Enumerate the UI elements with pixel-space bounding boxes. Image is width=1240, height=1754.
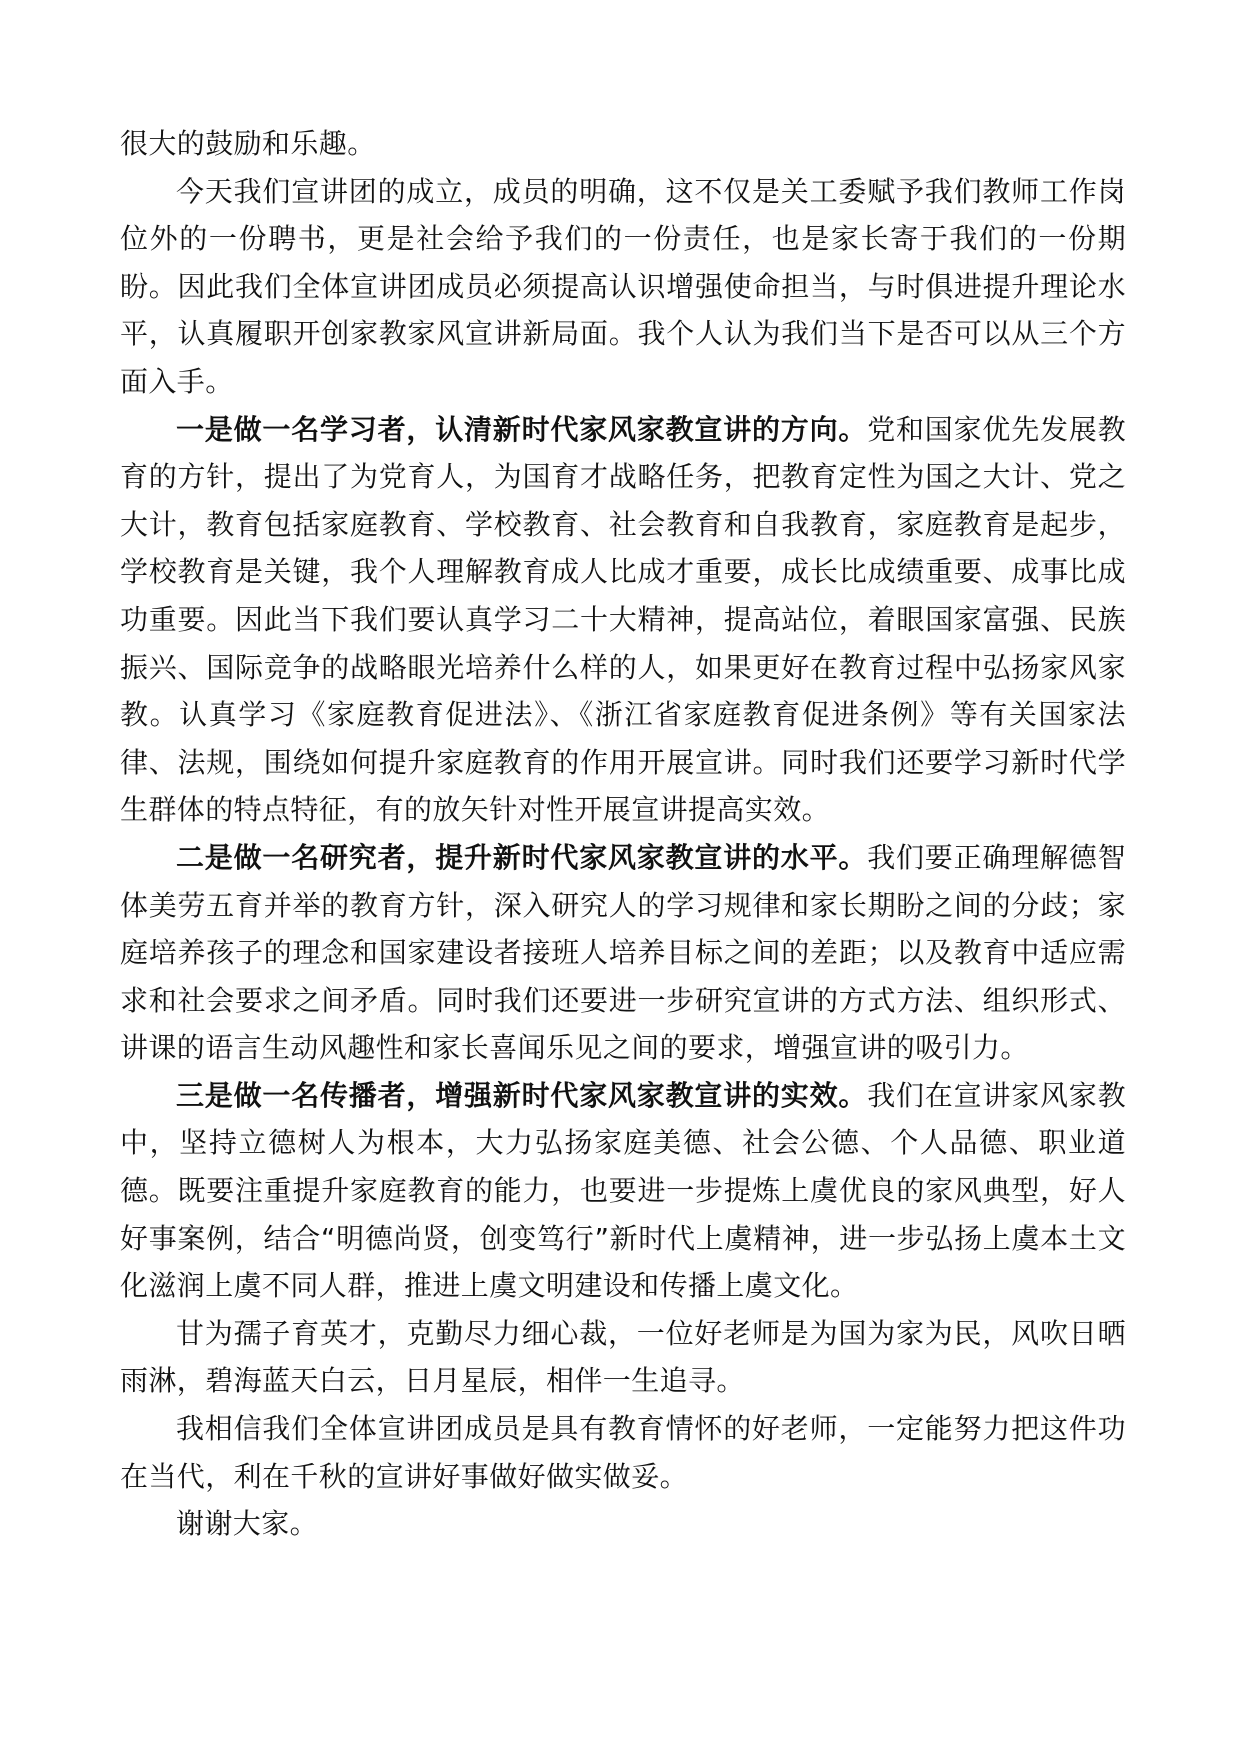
paragraph-belief — [120, 1405, 1126, 1500]
paragraph-text: 党和国家优先发展教育的方针，提出了为党育人，为国育才战略任务，把教育定性为国之大计、党之大计，教育包括家庭教育、学校教育、社会教育和自我教育，家庭教育是起步，学校教育是关键，我个人理解教育成人比成才重要，成长比成绩重要、成事比成功重要。因此当下我们要认真学习二十大精神，提高站位，着眼国家富强、民族振兴、国际竞争的战略眼光培养什么样的人，如果更好在教育过程中弘扬家风家教。认真学习《家庭教育促进法》、《浙江省家庭教育促进条例》等有关国家法律、法规，围绕如何提升家庭教育的作用开展宣讲。同时我们还要学习新时代学生群体的特点特征，有的放矢针对性开展宣讲提高实效。 — [120, 412, 1126, 827]
paragraph-text: 我相信我们全体宣讲团成员是具有教育情怀的好老师，一定能努力把这件功在当代，利在千秋的宣讲好事做好做实做妥。 — [120, 1412, 1126, 1493]
paragraph-text: 我们要正确理解德智体美劳五育并举的教育方针，深入研究人的学习规律和家长期盼之间的分歧；家庭培养孩子的理念和国家建设者接班人培养目标之间的差距；以及教育中适应需求和社会要求之间矛盾。同时我们还要进一步研究宣讲的方式方法、组织形式、讲课的语言生动风趣性和家长喜闻乐见之间的要求，增强宣讲的吸引力。 — [120, 840, 1126, 1065]
paragraph-text: 甘为孺子育英才，克勤尽力细心裁，一位好老师是为国为家为民，风吹日晒雨淋，碧海蓝天白云，日月星辰，相伴一生追寻。 — [120, 1316, 1126, 1398]
paragraph-closing — [120, 1500, 1126, 1548]
paragraph-heading: 一是做一名学习者，认清新时代家风家教宣讲的方向。 — [176, 412, 868, 446]
paragraph-intro — [120, 168, 1126, 406]
paragraph-text: 今天我们宣讲团的成立，成员的明确，这不仅是关工委赋予我们教师工作岗位外的一份聘书，更是社会给予我们的一份责任，也是家长寄于我们的一份期盼。因此我们全体宣讲团成员必须提高认识增强使命担当，与时俱进提升理论水平，认真履职开创家教家风宣讲新局面。我个人认为我们当下是否可以从三个方面入手。 — [120, 174, 1126, 398]
paragraph-text: 我们在宣讲家风家教中，坚持立德树人为根本，大力弘扬家庭美德、社会公德、个人品德、职业道德。既要注重提升家庭教育的能力，也要进一步提炼上虞优良的家风典型，好人好事案例，结合“明德尚贤，创变笃行”新时代上虞精神，进一步弘扬上虞本土文化滋润上虞不同人群，推进上虞文明建设和传播上虞文化。 — [120, 1078, 1126, 1303]
paragraph-point-one — [120, 406, 1126, 834]
paragraph-point-two — [120, 834, 1126, 1072]
paragraph-continuation — [120, 120, 1126, 168]
paragraph-verse — [120, 1310, 1126, 1405]
paragraph-point-three — [120, 1072, 1126, 1310]
paragraph-heading: 二是做一名研究者，提升新时代家风家教宣讲的水平。 — [176, 840, 868, 874]
paragraph-heading: 三是做一名传播者，增强新时代家风家教宣讲的实效。 — [176, 1078, 868, 1112]
document-page — [120, 120, 1126, 1548]
paragraph-text: 很大的鼓励和乐趣。 — [120, 127, 376, 160]
paragraph-text: 谢谢大家。 — [176, 1507, 319, 1541]
